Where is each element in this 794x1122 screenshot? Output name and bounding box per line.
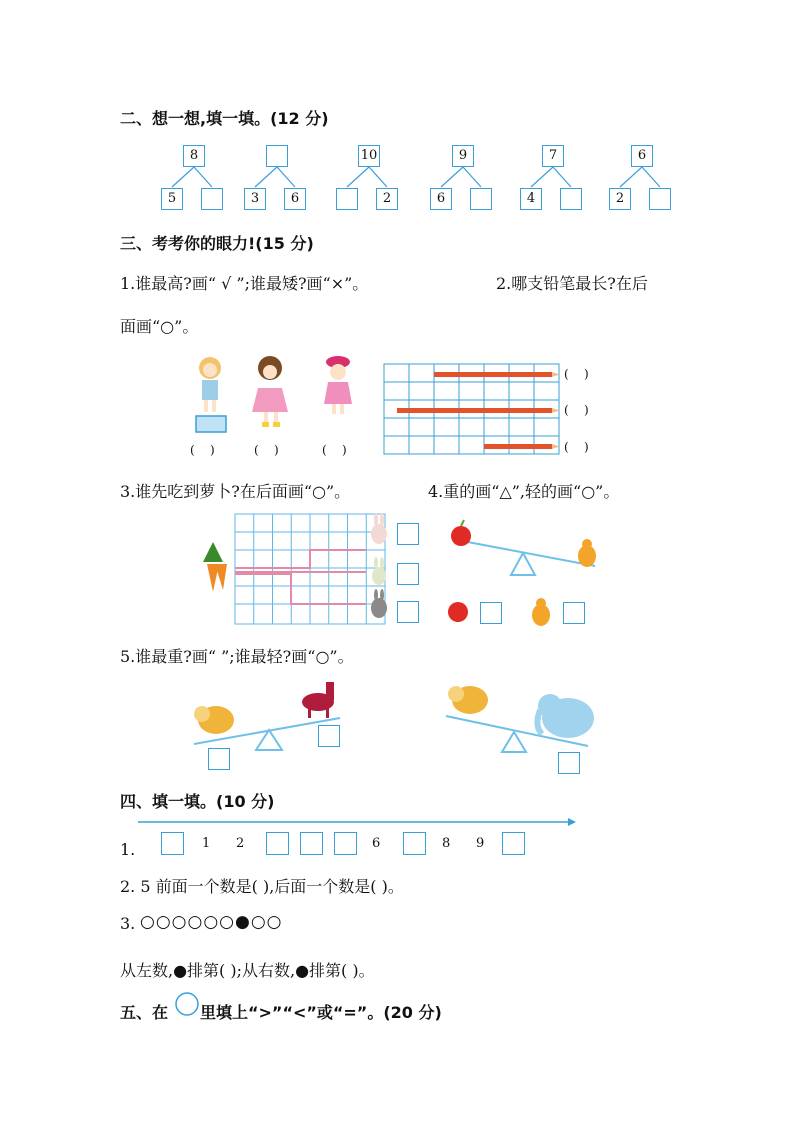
number-line-value: 2 (236, 836, 245, 851)
tree-1-right-box[interactable] (201, 188, 223, 210)
tree-5-left-box[interactable]: 4 (520, 188, 542, 210)
number-line-value: 9 (476, 836, 485, 851)
cow-answer-box-1[interactable] (208, 748, 230, 770)
pencil-3-image (484, 444, 560, 449)
horse-answer-box[interactable] (318, 725, 340, 747)
girl-1-image (196, 357, 226, 432)
number-line-value: 8 (442, 836, 451, 851)
maze-answer-box-1[interactable] (397, 523, 419, 545)
pencil-2-image (397, 408, 560, 413)
question-4-3-text: 从左数,●排第( );从右数,●排第( )。 (120, 961, 375, 980)
tree-2-left-box[interactable]: 3 (244, 188, 266, 210)
number-line-blank-box[interactable] (300, 832, 323, 855)
circle-blank-icon (174, 991, 202, 1019)
elephant-answer-box[interactable] (558, 752, 580, 774)
question-3-1: 1.谁最高?画“ √ ”;谁最矮?画“×”。 (120, 274, 369, 293)
answer-paren-pencil-2[interactable]: ( ) (564, 403, 589, 417)
tree-3-right-box[interactable]: 2 (376, 188, 398, 210)
question-4-3-label: 3. (120, 914, 136, 933)
tree-2-top-box[interactable] (266, 145, 288, 167)
carrot-image (203, 542, 227, 592)
answer-paren-pencil-3[interactable]: ( ) (564, 440, 589, 454)
number-line-blank-box[interactable] (161, 832, 184, 855)
tree-5-top-box[interactable]: 7 (542, 145, 564, 167)
tree-2-right-box[interactable]: 6 (284, 188, 306, 210)
section-2-heading: 二、想一想,填一填。(12 分) (120, 109, 329, 128)
maze-paths (235, 550, 366, 604)
section-4-heading: 四、填一填。(10 分) (120, 792, 275, 811)
tree-6-left-box[interactable]: 2 (609, 188, 631, 210)
question-4-2: 2. 5 前面一个数是( ),后面一个数是( )。 (120, 877, 404, 896)
number-line-blank-box[interactable] (266, 832, 289, 855)
pear-small-image (532, 598, 550, 626)
maze-answer-box-3[interactable] (397, 601, 419, 623)
tree-1-left-box[interactable]: 5 (161, 188, 183, 210)
section-3-heading: 三、考考你的眼力!(15 分) (120, 234, 314, 253)
cow-image (194, 706, 234, 734)
cow-elephant-scale (438, 676, 618, 781)
tree-3-left-box[interactable] (336, 188, 358, 210)
tree-5-right-box[interactable] (560, 188, 582, 210)
section-5-heading-pre: 五、在 (120, 1003, 169, 1022)
question-3-3: 3.谁先吃到萝卜?在后面画“○”。 (120, 482, 351, 501)
tree-6-right-box[interactable] (649, 188, 671, 210)
tree-4-left-box[interactable]: 6 (430, 188, 452, 210)
question-3-4: 4.重的画“△”,轻的画“○”。 (428, 482, 620, 501)
rabbit-2-image (372, 557, 386, 585)
question-4-1-label: 1. (120, 840, 136, 859)
pear-answer-box[interactable] (563, 602, 585, 624)
girl-2-image (252, 356, 288, 427)
question-3-2-line2: 面画“○”。 (120, 317, 199, 336)
cow-image-2 (448, 686, 488, 714)
number-line-value: 1 (202, 836, 211, 851)
tree-4-right-box[interactable] (470, 188, 492, 210)
tree-4-top-box[interactable]: 9 (452, 145, 474, 167)
tree-3-top-box[interactable]: 10 (358, 145, 380, 167)
answer-paren-girl-3[interactable]: ( ) (322, 443, 347, 457)
elephant-image (537, 694, 594, 738)
carrot-maze (195, 512, 425, 627)
pencil-1-image (434, 372, 560, 377)
pencil-grid (384, 364, 564, 456)
tree-6-top-box[interactable]: 6 (631, 145, 653, 167)
maze-answer-box-2[interactable] (397, 563, 419, 585)
question-4-3-circles: ○○○○○○●○○ (140, 912, 283, 932)
number-line-blank-box[interactable] (334, 832, 357, 855)
apple-small-image (448, 602, 468, 622)
section-5-heading-post: 里填上“>”“<”或“=”。(20 分) (200, 1003, 442, 1022)
number-line-blank-box[interactable] (403, 832, 426, 855)
horse-image (302, 682, 334, 718)
girl-3-image (324, 356, 352, 414)
pear-image (578, 539, 596, 567)
apple-answer-box[interactable] (480, 602, 502, 624)
answer-paren-pencil-1[interactable]: ( ) (564, 367, 589, 381)
number-line-blank-box[interactable] (502, 832, 525, 855)
question-3-2-line1: 2.哪支铅笔最长?在后 (496, 274, 648, 293)
question-3-5: 5.谁最重?画“ ”;谁最轻?画“○”。 (120, 647, 354, 666)
apple-image (451, 520, 471, 546)
number-line-value: 6 (372, 836, 381, 851)
tree-1-top-box[interactable]: 8 (183, 145, 205, 167)
answer-paren-girl-2[interactable]: ( ) (254, 443, 279, 457)
answer-paren-girl-1[interactable]: ( ) (190, 443, 215, 457)
